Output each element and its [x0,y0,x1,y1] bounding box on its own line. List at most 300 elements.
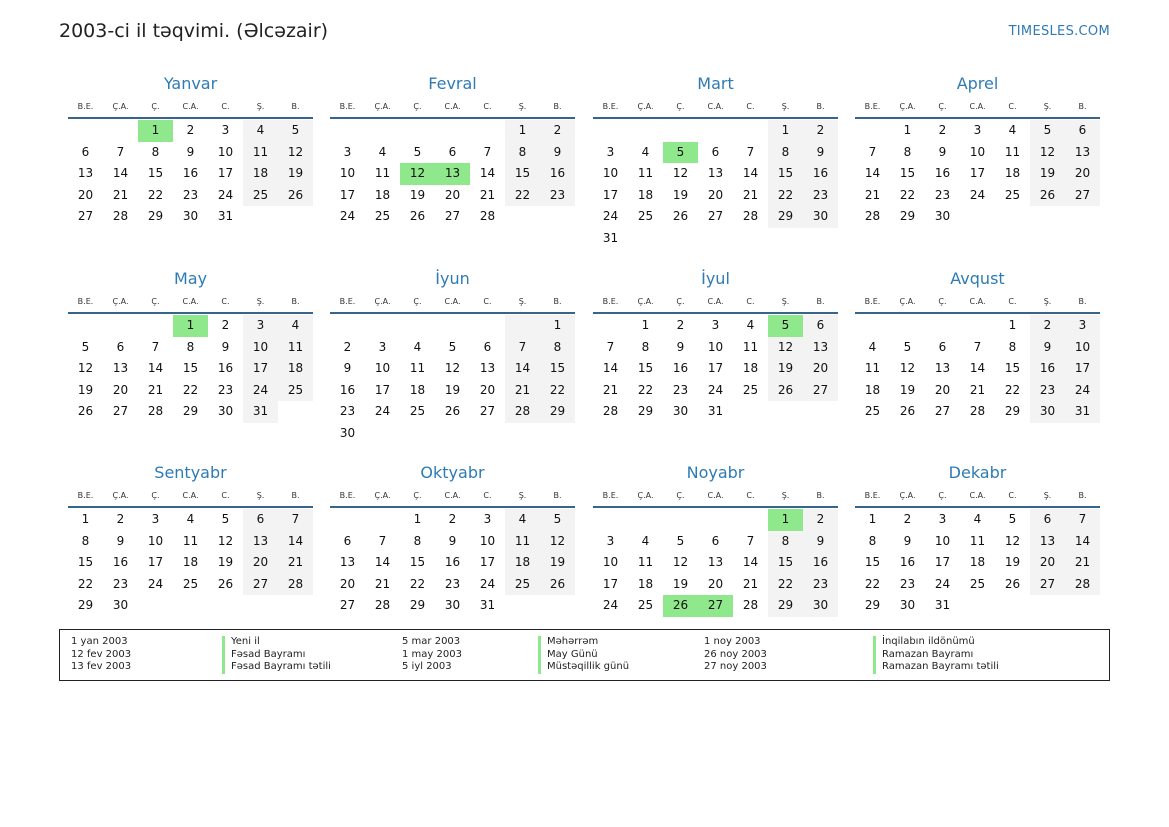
day-cell: 11 [243,142,278,164]
day-cell: 29 [637,404,654,419]
empty-cell [330,509,365,531]
empty-cell [855,120,890,142]
day-cell: 16 [934,166,951,181]
weekday-label: Ç. [151,297,160,306]
day-cell: 30 [803,206,838,228]
day-cell: 19 [1004,555,1021,570]
day-grid [330,508,575,617]
day-cell: 9 [540,142,575,164]
day-cell: 23 [934,187,951,202]
day-cell: 22 [182,382,199,397]
day-cell: 23 [182,187,199,202]
day-cell: 29 [899,209,916,224]
day-cell: 2 [803,120,838,142]
day-cell: 25 [374,209,391,224]
weekday-label: Ç.A. [899,491,916,500]
empty-cell [733,509,768,531]
day-cell: 17 [339,187,356,202]
day-cell: 14 [147,361,164,376]
day-cell: 4 [278,315,313,337]
empty-cell [330,120,365,142]
weekday-label: B. [291,491,300,500]
month-block [68,72,313,228]
empty-cell [68,120,103,142]
holiday-date: 12 fev 2003 [71,648,132,660]
day-cell: 14 [278,531,313,553]
holiday-day-cell: 26 [663,595,698,617]
weekday-header [68,485,313,508]
empty-cell [365,120,400,142]
month-name: Yanvar [163,74,218,93]
day-cell: 18 [742,361,759,376]
day-cell: 18 [864,382,881,397]
empty-cell [855,315,890,337]
weekday-label: C.A. [182,491,199,500]
day-cell: 3 [973,123,982,137]
day-cell: 6 [343,533,352,548]
day-cell: 28 [479,209,496,224]
day-cell: 19 [278,163,313,185]
day-cell: 5 [1030,120,1065,142]
day-cell: 4 [1008,123,1017,137]
day-cell: 21 [505,380,540,402]
day-cell: 2 [938,123,947,137]
day-cell: 21 [969,382,986,397]
holiday-day-cell: 1 [138,120,173,142]
empty-cell [365,315,400,337]
day-cell: 22 [768,574,803,596]
day-cell: 1 [540,315,575,337]
holiday-date-column [71,636,131,674]
site-brand-link[interactable]: TIMESLES.COM [1008,24,1110,39]
month-name: İyul [701,269,730,288]
day-cell: 11 [409,361,426,376]
day-cell: 9 [448,533,457,548]
day-cell: 17 [969,166,986,181]
day-cell: 9 [343,361,352,376]
day-cell: 17 [602,576,619,591]
day-cell: 28 [505,401,540,423]
weekday-label: B. [553,297,562,306]
day-cell: 2 [676,318,685,332]
day-cell: 20 [934,382,951,397]
day-cell: 26 [672,209,689,224]
day-cell: 1 [81,512,90,526]
day-cell: 28 [969,404,986,419]
month-block [593,267,838,423]
day-cell: 16 [803,552,838,574]
day-cell: 23 [672,382,689,397]
weekday-label: B.E. [602,297,619,306]
month-name: Oktyabr [420,463,485,482]
weekday-label: Ç. [413,297,422,306]
day-cell: 16 [540,163,575,185]
weekday-header [593,291,838,314]
day-grid [855,119,1100,228]
day-cell: 11 [182,533,199,548]
weekday-label: B.E. [602,491,619,500]
weekday-label: C.A. [969,102,986,111]
day-cell: 18 [278,358,313,380]
month-block [855,267,1100,423]
day-cell: 12 [1004,533,1021,548]
day-cell: 24 [969,187,986,202]
weekday-label: Ç.A. [899,297,916,306]
month-block [68,461,313,617]
holiday-name: Fəsad Bayramı [222,649,331,662]
holiday-name: İnqilabın ildönümü [873,636,999,649]
day-cell: 23 [899,576,916,591]
day-cell: 6 [711,533,720,548]
holiday-name-column [873,636,999,674]
empty-cell [400,315,435,337]
day-cell: 7 [151,339,160,354]
holiday-date: 1 noy 2003 [704,636,761,647]
day-cell: 27 [803,380,838,402]
day-cell: 2 [540,120,575,142]
day-cell: 19 [1030,163,1065,185]
weekday-label: C. [1008,297,1017,306]
holiday-name: Müstəqillik günü [538,661,629,674]
day-cell: 12 [444,361,461,376]
day-cell: 26 [899,404,916,419]
day-cell: 22 [637,382,654,397]
day-cell: 12 [540,531,575,553]
day-cell: 6 [448,144,457,159]
day-cell: 1 [641,318,650,332]
weekday-label: C. [746,491,755,500]
day-cell: 31 [479,598,496,613]
day-grid [593,508,838,617]
day-cell: 22 [864,576,881,591]
day-cell: 11 [742,339,759,354]
weekday-label: C.A. [969,491,986,500]
weekday-label: Ç.A. [374,297,391,306]
day-cell: 11 [864,361,881,376]
day-cell: 18 [637,576,654,591]
day-cell: 28 [602,404,619,419]
empty-cell [400,120,435,142]
empty-cell [663,509,698,531]
day-cell: 5 [540,509,575,531]
day-cell: 22 [768,185,803,207]
day-cell: 22 [540,380,575,402]
day-cell: 19 [540,552,575,574]
day-cell: 21 [479,187,496,202]
day-cell: 20 [243,552,278,574]
day-cell: 4 [378,144,387,159]
day-cell: 10 [243,337,278,359]
day-cell: 10 [602,555,619,570]
day-cell: 25 [969,576,986,591]
day-cell: 30 [672,404,689,419]
weekday-label: Ç. [938,297,947,306]
day-cell: 31 [934,598,951,613]
day-cell: 7 [746,533,755,548]
month-name: Noyabr [686,463,745,482]
holiday-legend [59,629,1110,681]
weekday-label: Ç. [676,102,685,111]
day-cell: 22 [409,576,426,591]
day-cell: 26 [540,574,575,596]
day-cell: 19 [77,382,94,397]
day-cell: 20 [707,187,724,202]
day-cell: 31 [602,230,619,245]
day-cell: 1 [868,512,877,526]
day-cell: 14 [505,358,540,380]
day-cell: 7 [116,144,125,159]
weekday-label: Ç. [938,491,947,500]
day-cell: 20 [1065,163,1100,185]
day-cell: 25 [278,380,313,402]
holiday-date: 26 noy 2003 [704,648,767,660]
day-grid [68,314,313,423]
weekday-label: Ç. [413,491,422,500]
day-grid [593,119,838,250]
day-cell: 6 [81,144,90,159]
weekday-label: Ş. [518,297,527,306]
day-cell: 16 [182,166,199,181]
empty-cell [470,120,505,142]
weekday-label: Ş. [1043,102,1052,111]
day-cell: 3 [343,144,352,159]
weekday-label: Ç. [676,491,685,500]
day-cell: 30 [339,425,356,440]
day-cell: 2 [1030,315,1065,337]
day-cell: 9 [903,533,912,548]
day-cell: 2 [903,512,912,526]
weekday-label: B. [816,102,825,111]
day-cell: 5 [278,120,313,142]
day-cell: 12 [672,166,689,181]
weekday-label: C. [1008,491,1017,500]
month-block [68,267,313,423]
day-cell: 27 [112,404,129,419]
empty-cell [733,120,768,142]
day-cell: 16 [217,361,234,376]
day-cell: 3 [483,512,492,526]
weekday-label: B. [816,491,825,500]
day-cell: 3 [1065,315,1100,337]
weekday-label: Ç. [151,491,160,500]
empty-cell [593,120,628,142]
day-cell: 24 [339,209,356,224]
day-cell: 6 [116,339,125,354]
month-name: İyun [435,269,470,288]
day-cell: 15 [182,361,199,376]
day-cell: 6 [483,339,492,354]
day-cell: 29 [864,598,881,613]
weekday-header [68,291,313,314]
weekday-label: C. [221,102,230,111]
day-cell: 23 [1030,380,1065,402]
day-cell: 18 [505,552,540,574]
holiday-day-cell: 1 [173,315,208,337]
weekday-label: B. [553,491,562,500]
holiday-day-cell: 5 [768,315,803,337]
day-cell: 4 [186,512,195,526]
day-cell: 5 [413,144,422,159]
weekday-label: B.E. [339,102,356,111]
weekday-label: C.A. [444,102,461,111]
day-cell: 10 [602,166,619,181]
day-cell: 3 [151,512,160,526]
day-cell: 9 [803,531,838,553]
day-cell: 13 [243,531,278,553]
day-cell: 27 [1030,574,1065,596]
day-cell: 24 [243,380,278,402]
day-grid [593,314,838,423]
weekday-label: C.A. [707,491,724,500]
empty-cell [628,509,663,531]
day-cell: 4 [641,144,650,159]
empty-cell [365,509,400,531]
day-cell: 26 [217,576,234,591]
month-block [855,72,1100,228]
day-cell: 18 [243,163,278,185]
day-cell: 24 [147,576,164,591]
day-cell: 10 [339,166,356,181]
day-cell: 3 [938,512,947,526]
weekday-label: C. [1008,102,1017,111]
day-cell: 12 [1030,142,1065,164]
day-cell: 28 [374,598,391,613]
day-cell: 16 [444,555,461,570]
day-cell: 8 [903,144,912,159]
weekday-label: B.E. [602,102,619,111]
holiday-name: Yeni il [222,636,331,649]
month-name: Dekabr [948,463,1007,482]
day-cell: 16 [1030,358,1065,380]
day-cell: 17 [147,555,164,570]
day-cell: 24 [374,404,391,419]
day-grid [68,508,313,617]
day-cell: 15 [768,552,803,574]
day-cell: 18 [182,555,199,570]
day-cell: 10 [479,533,496,548]
weekday-label: Ş. [256,102,265,111]
day-cell: 5 [676,533,685,548]
day-cell: 5 [81,339,90,354]
month-block [330,461,575,617]
day-cell: 27 [339,598,356,613]
day-cell: 11 [1004,144,1021,159]
day-cell: 29 [1004,404,1021,419]
day-cell: 11 [505,531,540,553]
day-cell: 20 [803,358,838,380]
weekday-label: Ç.A. [637,297,654,306]
weekday-label: C.A. [707,102,724,111]
day-cell: 17 [217,166,234,181]
empty-cell [698,120,733,142]
day-cell: 22 [77,576,94,591]
empty-cell [925,315,960,337]
month-block [330,267,575,445]
day-cell: 18 [409,382,426,397]
weekday-label: B. [553,102,562,111]
day-cell: 30 [112,598,129,613]
day-cell: 12 [217,533,234,548]
day-cell: 20 [707,576,724,591]
day-cell: 8 [186,339,195,354]
day-cell: 24 [934,576,951,591]
weekday-label: C.A. [969,297,986,306]
weekday-label: Ş. [256,297,265,306]
day-cell: 6 [803,315,838,337]
day-cell: 6 [1030,509,1065,531]
day-cell: 2 [343,339,352,354]
day-cell: 21 [374,576,391,591]
day-cell: 16 [339,382,356,397]
day-cell: 28 [742,209,759,224]
day-cell: 25 [637,209,654,224]
day-cell: 19 [444,382,461,397]
weekday-label: B. [1078,491,1087,500]
empty-cell [628,120,663,142]
holiday-date: 1 yan 2003 [71,636,128,647]
weekday-label: Ş. [1043,491,1052,500]
day-cell: 9 [116,533,125,548]
day-cell: 26 [77,404,94,419]
weekday-label: C.A. [444,491,461,500]
day-cell: 29 [147,209,164,224]
holiday-name: May Günü [538,649,629,662]
day-cell: 17 [374,382,391,397]
day-cell: 24 [479,576,496,591]
holiday-date: 5 mar 2003 [402,636,461,647]
day-grid [68,119,313,228]
day-cell: 25 [864,404,881,419]
day-cell: 10 [707,339,724,354]
day-cell: 10 [1065,337,1100,359]
day-cell: 1 [505,120,540,142]
day-cell: 7 [378,533,387,548]
day-cell: 12 [77,361,94,376]
day-cell: 17 [479,555,496,570]
day-cell: 19 [899,382,916,397]
weekday-label: B.E. [864,102,881,111]
day-cell: 1 [903,123,912,137]
day-cell: 27 [444,209,461,224]
day-cell: 30 [803,595,838,617]
weekday-label: Ç. [413,102,422,111]
holiday-day-cell: 27 [698,595,733,617]
day-cell: 24 [602,209,619,224]
day-cell: 7 [483,144,492,159]
day-cell: 22 [505,185,540,207]
month-name: Sentyabr [154,463,227,482]
day-cell: 15 [505,163,540,185]
day-cell: 27 [1065,185,1100,207]
day-cell: 23 [112,576,129,591]
day-cell: 10 [969,144,986,159]
day-cell: 12 [768,337,803,359]
day-grid [855,508,1100,617]
month-block [593,72,838,250]
day-cell: 2 [221,318,230,332]
weekday-label: Ş. [518,102,527,111]
day-cell: 26 [1030,185,1065,207]
day-cell: 7 [606,339,615,354]
holiday-date: 1 may 2003 [402,648,462,660]
day-cell: 25 [637,598,654,613]
day-cell: 20 [112,382,129,397]
day-cell: 23 [217,382,234,397]
empty-cell [663,120,698,142]
day-cell: 28 [864,209,881,224]
day-cell: 26 [409,209,426,224]
day-cell: 19 [672,576,689,591]
